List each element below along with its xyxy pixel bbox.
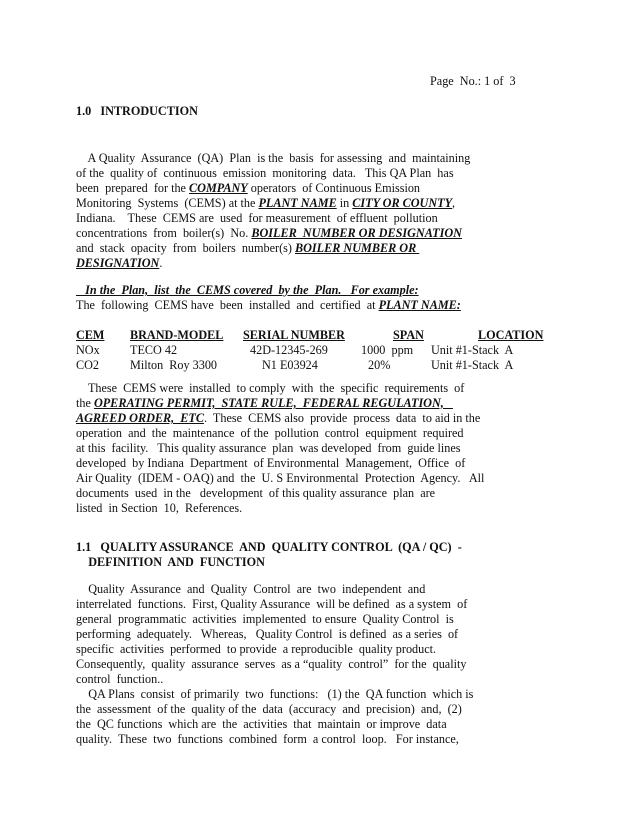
placeholder-boiler-designation: BOILER NUMBER OR DESIGNATION (251, 226, 462, 240)
table-header-location: LOCATION (478, 328, 544, 342)
placeholder-city-county: CITY OR COUNTY (352, 196, 453, 210)
paragraph-line: Indiana. These CEMS are used for measurement of effluent pollution (76, 211, 438, 225)
table-cell: CO2 (76, 358, 100, 372)
placeholder-regulation: OPERATING PERMIT, STATE RULE, FEDERAL REGULATION, (93, 396, 453, 410)
placeholder-agreed-order: AGREED ORDER, ETC (76, 411, 204, 425)
paragraph-line: A Quality Assurance (QA) Plan is the basis for assessing and maintaining (76, 151, 471, 165)
table-header-brand-model: BRAND-MODEL (130, 328, 224, 342)
paragraph-line: The following CEMS have been installed and certified at PLANT NAME: (76, 298, 461, 312)
paragraph-line: general programmatic activities implemented to ensure Quality Control is (76, 612, 454, 626)
paragraph-line: Quality Assurance and Quality Control are two independent and (76, 582, 426, 596)
table-cell: Unit #1-Stack A (431, 358, 514, 372)
paragraph-line: listed in Section 10, References. (76, 501, 243, 515)
placeholder-plant-name: PLANT NAME (258, 196, 337, 210)
table-cell: Milton Roy 3300 (130, 358, 218, 372)
table-cell: N1 E03924 (262, 358, 318, 372)
table-cell: 20% (368, 358, 391, 372)
paragraph-line: the assessment of the quality of the data (accuracy and precision) and, (2) (76, 702, 462, 716)
paragraph-line: of the quality of continuous emission monitoring data. This QA Plan has (76, 166, 454, 180)
placeholder-boiler-number: BOILER NUMBER OR (294, 241, 420, 255)
instruction-line: In the Plan, list the CEMS covered by the Plan. For example: (76, 283, 419, 297)
paragraph-line: Air Quality (IDEM - OAQ) and the U. S Environmental Protection Agency. All (76, 471, 485, 485)
table-cell: NOx (76, 343, 100, 357)
table-cell: TECO 42 (130, 343, 178, 357)
paragraph-line: specific activities performed to provide a reproducible quality product. (76, 642, 437, 656)
table-cell: 1000 ppm (361, 343, 414, 357)
paragraph-line: the QC functions which are the activities that maintain or improve data (76, 717, 447, 731)
placeholder-designation: DESIGNATION (76, 256, 160, 270)
paragraph-line: control function.. (76, 672, 164, 686)
section-heading-qa-qc: 1.1 QUALITY ASSURANCE AND QUALITY CONTROL (QA / QC) - (76, 540, 462, 554)
paragraph-line: at this facility. This quality assurance plan was developed from guide lines (76, 441, 461, 455)
paragraph-line: the OPERATING PERMIT, STATE RULE, FEDERAL REGULATION, (76, 396, 453, 410)
section-heading-introduction: 1.0 INTRODUCTION (76, 104, 198, 118)
paragraph-line: and stack opacity from boilers number(s) BOILER NUMBER OR (76, 241, 420, 255)
paragraph-line: AGREED ORDER, ETC. These CEMS also provide process data to aid in the (76, 411, 481, 425)
placeholder-company: COMPANY (189, 181, 248, 195)
page-number: Page No.: 1 of 3 (430, 74, 516, 88)
paragraph-line: performing adequately. Whereas, Quality Control is defined as a series of (76, 627, 459, 641)
paragraph-line: documents used in the development of this quality assurance plan are (76, 486, 436, 500)
paragraph-line: Monitoring Systems (CEMS) at the PLANT NAME in CITY OR COUNTY, (76, 196, 456, 210)
table-header-span: SPAN (393, 328, 424, 342)
paragraph-line: operation and the maintenance of the pollution control equipment required (76, 426, 464, 440)
paragraph-line: DESIGNATION. (76, 256, 163, 270)
table-header-serial-number: SERIAL NUMBER (243, 328, 345, 342)
paragraph-line: concentrations from boiler(s) No. BOILER NUMBER OR DESIGNATION (76, 226, 462, 240)
section-heading-qa-qc-line2: DEFINITION AND FUNCTION (76, 555, 265, 569)
paragraph-line: developed by Indiana Department of Environmental Management, Office of (76, 456, 466, 470)
paragraph-line: Consequently, quality assurance serves as a “quality control” for the quality (76, 657, 467, 671)
placeholder-plant-name-2: PLANT NAME: (378, 298, 461, 312)
table-cell: Unit #1-Stack A (431, 343, 514, 357)
paragraph-line: These CEMS were installed to comply with the specific requirements of (76, 381, 465, 395)
paragraph-line: QA Plans consist of primarily two functions: (1) the QA function which is (76, 687, 474, 701)
paragraph-line: quality. These two functions combined form a control loop. For instance, (76, 732, 459, 746)
table-cell: 42D-12345-269 (250, 343, 328, 357)
table-header-cem: CEM (76, 328, 105, 342)
paragraph-line: been prepared for the COMPANY operators of Continuous Emission (76, 181, 421, 195)
paragraph-line: interrelated functions. First, Quality Assurance will be defined as a system of (76, 597, 468, 611)
